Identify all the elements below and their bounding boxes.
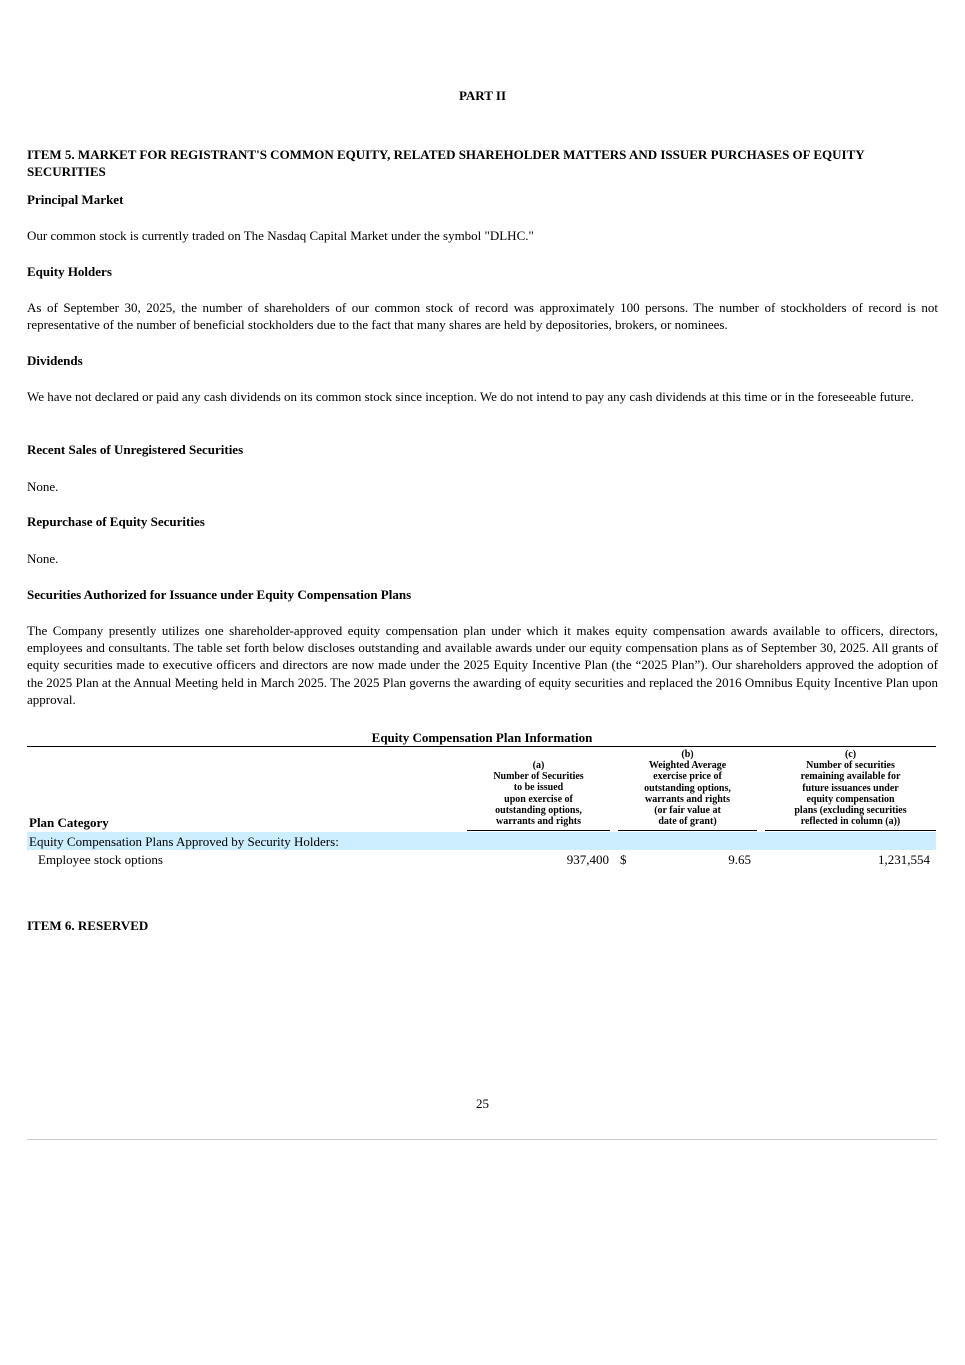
column-c-line: reflected in column (a)) [800,816,901,828]
repurchase-body: None. [27,551,59,566]
column-a-line: warrants and rights [495,816,581,828]
table-cell-c: 1,231,554 [878,852,930,867]
column-b-line: warrants and rights [644,793,730,805]
plan-category-header: Plan Category [29,815,109,830]
column-c-line: plans (excluding securities [794,805,907,817]
principal-market-body: Our common stock is currently traded on The Nasdaq Capital Market under the symbol "DLHC." [27,228,534,243]
column-a-line: to be issued [513,782,564,794]
table-row-label: Employee stock options [38,852,163,867]
securities-authorized-heading: Securities Authorized for Issuance under Equity Compensation Plans [27,587,412,602]
column-a-letter: (a) [532,760,545,771]
group-row-label: Equity Compensation Plans Approved by Security Holders: [29,834,339,849]
page-number: 25 [476,1096,489,1111]
column-a-line: upon exercise of [504,793,573,805]
column-c-letter: (c) [844,749,857,760]
equity-holders-heading: Equity Holders [27,264,112,279]
column-a-line: outstanding options, [495,804,582,816]
column-b-line: exercise price of [653,771,722,783]
table-cell-b-currency: $ [620,852,627,867]
recent-sales-heading: Recent Sales of Unregistered Securities [27,442,244,457]
principal-market-heading: Principal Market [27,192,124,207]
column-b-line: date of grant) [658,816,717,828]
column-a-line: Number of Securities [493,771,584,783]
column-c-line: equity compensation [806,793,895,805]
table-title: Equity Compensation Plan Information [371,730,593,745]
equity-holders-body: As of September 30, 2025, the number of shareholders of our common stock of record was approximately 100 persons. The number of stockholders of record is not representative of the number of beneficial stockholders due to the fact that many shares are held by depositories, brokers, or nominees. [27,300,938,333]
column-b-line: Weighted Average [648,760,727,772]
dividends-heading: Dividends [27,353,83,368]
column-b-underline [618,830,757,831]
part-heading: PART II [458,88,507,103]
table-cell-b: 9.65 [728,852,751,867]
table-top-rule [27,746,936,747]
table-cell-a: 937,400 [566,852,609,867]
page-footer-rule [27,1139,937,1140]
column-c-line: future issuances under [802,782,899,794]
dividends-body: We have not declared or paid any cash dividends on its common stock since inception. We do not intend to pay any cash dividends at this time or in the foreseeable future. [27,389,914,404]
recent-sales-body: None. [27,479,59,494]
item6-title: ITEM 6. RESERVED [27,918,149,933]
column-b-line: outstanding options, [644,782,731,794]
column-b-header [618,749,757,827]
repurchase-heading: Repurchase of Equity Securities [27,514,205,529]
column-b-line: (or fair value at [654,805,721,817]
column-c-underline [765,830,936,831]
column-c-line: remaining available for [800,771,901,783]
column-b-letter: (b) [681,749,694,760]
column-a-underline [467,830,610,831]
column-c-header [765,749,936,827]
item5-title: ITEM 5. MARKET FOR REGISTRANT'S COMMON EQUITY, RELATED SHAREHOLDER MATTERS AND ISSUER PURCHASES OF EQUITY SECURITIES [27,147,865,179]
column-c-line: Number of securities [806,760,895,772]
column-a-header [467,760,610,827]
securities-authorized-body: The Company presently utilizes one shareholder-approved equity compensation plan under which it makes equity compensation awards available to officers, directors, employees and consultants. The table set forth below discloses outstanding and available awards under our equity compensation plans as of September 30, 2025. All grants of equity securities made to executive officers and directors are now made under the 2025 Equity Incentive Plan (the “2025 Plan”). Our shareholders approved the adoption of the 2025 Plan at the Annual Meeting held in March 2025. The 2025 Plan governs the awarding of equity securities and replaced the 2016 Omnibus Equity Incentive Plan upon approval. [27,623,938,707]
